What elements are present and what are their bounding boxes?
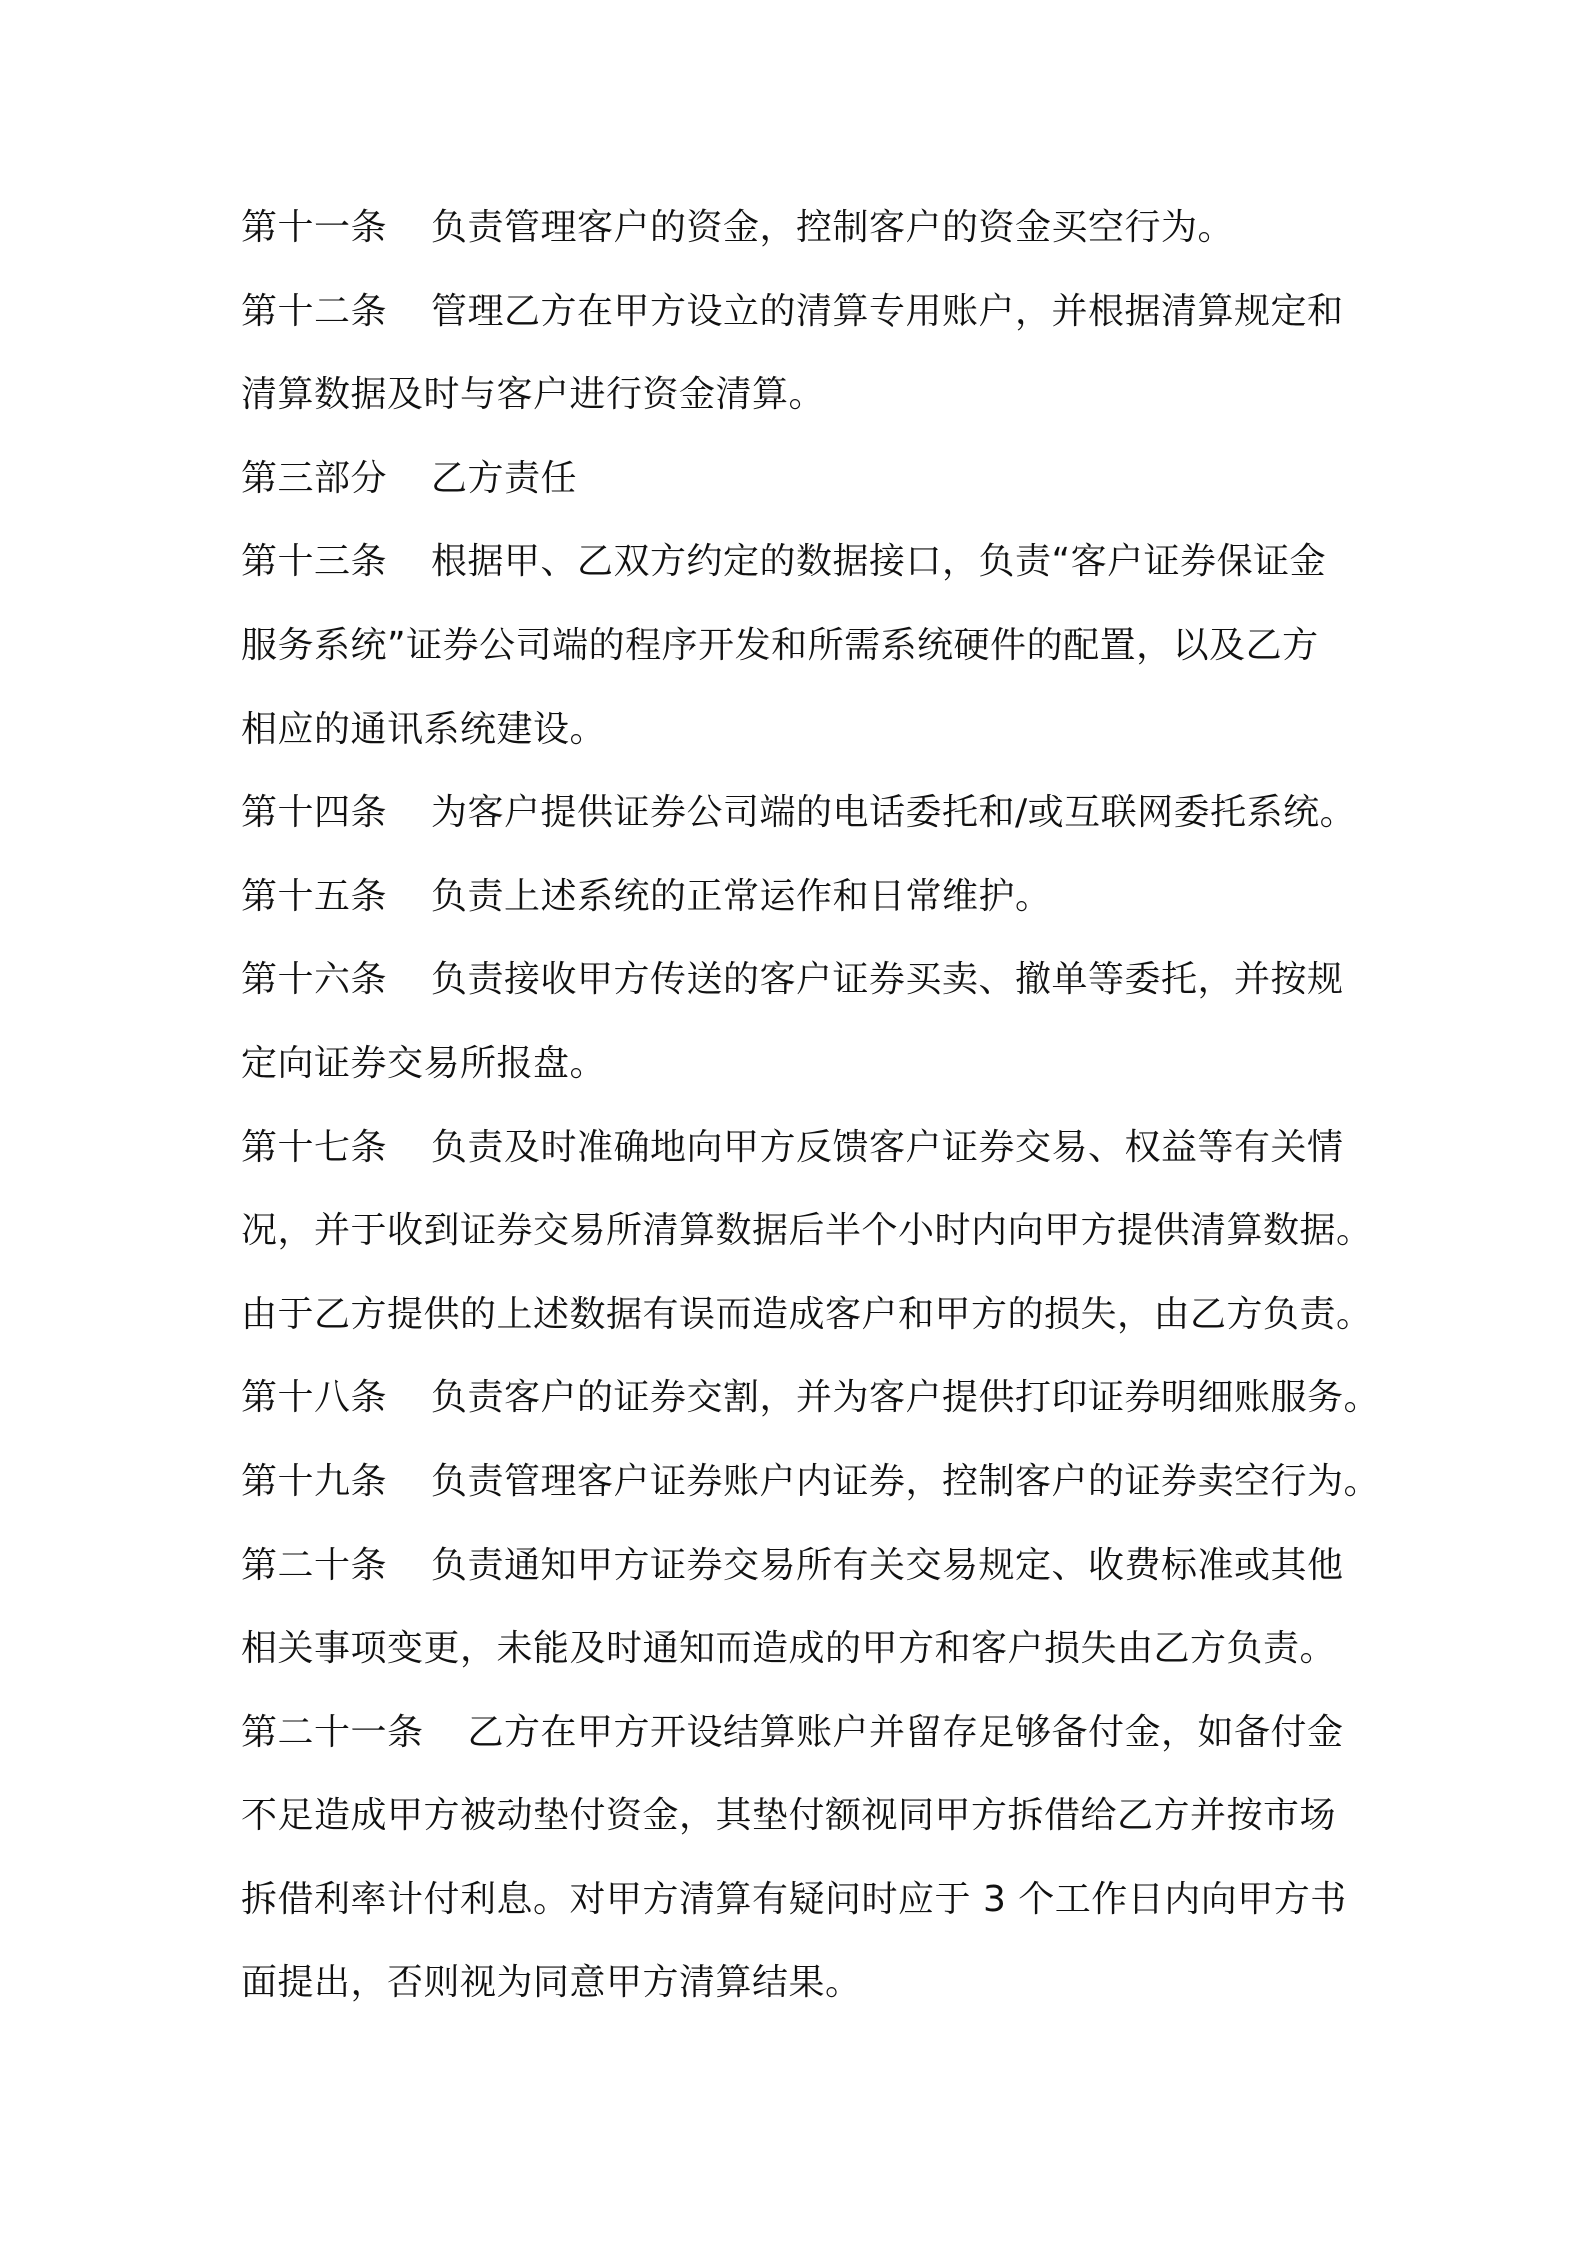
article-text: 不足造成甲方被动垫付资金，其垫付额视同甲方拆借给乙方并按市场 bbox=[241, 1795, 1337, 1837]
article-text: 负责客户的证券交割，并为客户提供打印证券明细账服务。 bbox=[431, 1377, 1381, 1419]
article-label: 第十三条 bbox=[241, 541, 388, 583]
article-label: 第十四条 bbox=[241, 792, 388, 834]
article-16-continuation bbox=[241, 1034, 1371, 1118]
article-12-continuation bbox=[241, 365, 1371, 449]
article-text: 负责通知甲方证券交易所有关交易规定、收费标准或其他 bbox=[431, 1544, 1344, 1586]
article-text: 负责上述系统的正常运作和日常维护。 bbox=[431, 875, 1052, 917]
article-text: 清算数据及时与客户进行资金清算。 bbox=[241, 374, 826, 416]
article-text: 拆借利率计付利息。对甲方清算有疑问时应于 3 个工作日内向甲方书 bbox=[241, 1878, 1347, 1920]
article-text: 由于乙方提供的上述数据有误而造成客户和甲方的损失，由乙方负责。 bbox=[241, 1293, 1373, 1335]
article-17-continuation bbox=[241, 1285, 1371, 1369]
article-text: 况，并于收到证券交易所清算数据后半个小时内向甲方提供清算数据。 bbox=[241, 1210, 1373, 1252]
article-text: 为客户提供证券公司端的电话委托和/或互联网委托系统。 bbox=[431, 792, 1357, 834]
section-heading-part-3 bbox=[241, 449, 1371, 533]
article-21-continuation bbox=[241, 1870, 1371, 1954]
article-20-line bbox=[241, 1536, 1371, 1620]
article-label: 第十六条 bbox=[241, 959, 388, 1001]
section-title: 乙方责任 bbox=[431, 457, 578, 499]
section-label: 第三部分 bbox=[241, 457, 388, 499]
article-text: 定向证券交易所报盘。 bbox=[241, 1042, 607, 1084]
article-text: 负责管理客户的资金，控制客户的资金买空行为。 bbox=[431, 207, 1235, 248]
article-label: 第十五条 bbox=[241, 875, 388, 917]
article-text: 负责及时准确地向甲方反馈客户证券交易、权益等有关情 bbox=[431, 1126, 1344, 1168]
article-17-line bbox=[241, 1118, 1371, 1202]
article-label: 第二十一条 bbox=[241, 1711, 424, 1753]
document-body bbox=[241, 198, 1381, 2037]
article-19-line bbox=[241, 1452, 1381, 1536]
article-text: 管理乙方在甲方设立的清算专用账户，并根据清算规定和 bbox=[431, 290, 1344, 332]
article-21-line bbox=[241, 1703, 1371, 1787]
article-16-line bbox=[241, 950, 1371, 1034]
article-14-line bbox=[241, 783, 1371, 867]
article-text: 根据甲、乙双方约定的数据接口，负责“客户证券保证金 bbox=[431, 541, 1327, 583]
article-text: 服务系统”证券公司端的程序开发和所需系统硬件的配置，以及乙方 bbox=[241, 624, 1319, 666]
article-label: 第十七条 bbox=[241, 1126, 388, 1168]
article-18-line bbox=[241, 1368, 1381, 1452]
article-17-continuation bbox=[241, 1201, 1371, 1285]
article-13-line bbox=[241, 532, 1371, 616]
article-label: 第十九条 bbox=[241, 1460, 388, 1502]
article-text: 相关事项变更，未能及时通知而造成的甲方和客户损失由乙方负责。 bbox=[241, 1628, 1337, 1670]
article-text: 负责接收甲方传送的客户证券买卖、撤单等委托，并按规 bbox=[431, 959, 1344, 1001]
article-13-continuation bbox=[241, 616, 1371, 700]
article-15-line bbox=[241, 867, 1371, 951]
article-text: 乙方在甲方开设结算账户并留存足够备付金，如备付金 bbox=[467, 1711, 1344, 1753]
article-12-line bbox=[241, 282, 1371, 366]
article-label: 第二十条 bbox=[241, 1544, 388, 1586]
article-text: 相应的通讯系统建设。 bbox=[241, 708, 607, 750]
article-label: 第十八条 bbox=[241, 1377, 388, 1419]
article-text: 面提出，否则视为同意甲方清算结果。 bbox=[241, 1962, 862, 2004]
article-20-continuation bbox=[241, 1619, 1371, 1703]
article-13-continuation bbox=[241, 700, 1371, 784]
article-label: 第十一条 bbox=[241, 207, 388, 248]
article-label: 第十二条 bbox=[241, 290, 388, 332]
article-text: 负责管理客户证券账户内证券，控制客户的证券卖空行为。 bbox=[431, 1460, 1381, 1502]
article-21-continuation bbox=[241, 1786, 1371, 1870]
article-21-continuation bbox=[241, 1953, 1371, 2037]
article-11-line bbox=[241, 198, 1371, 282]
